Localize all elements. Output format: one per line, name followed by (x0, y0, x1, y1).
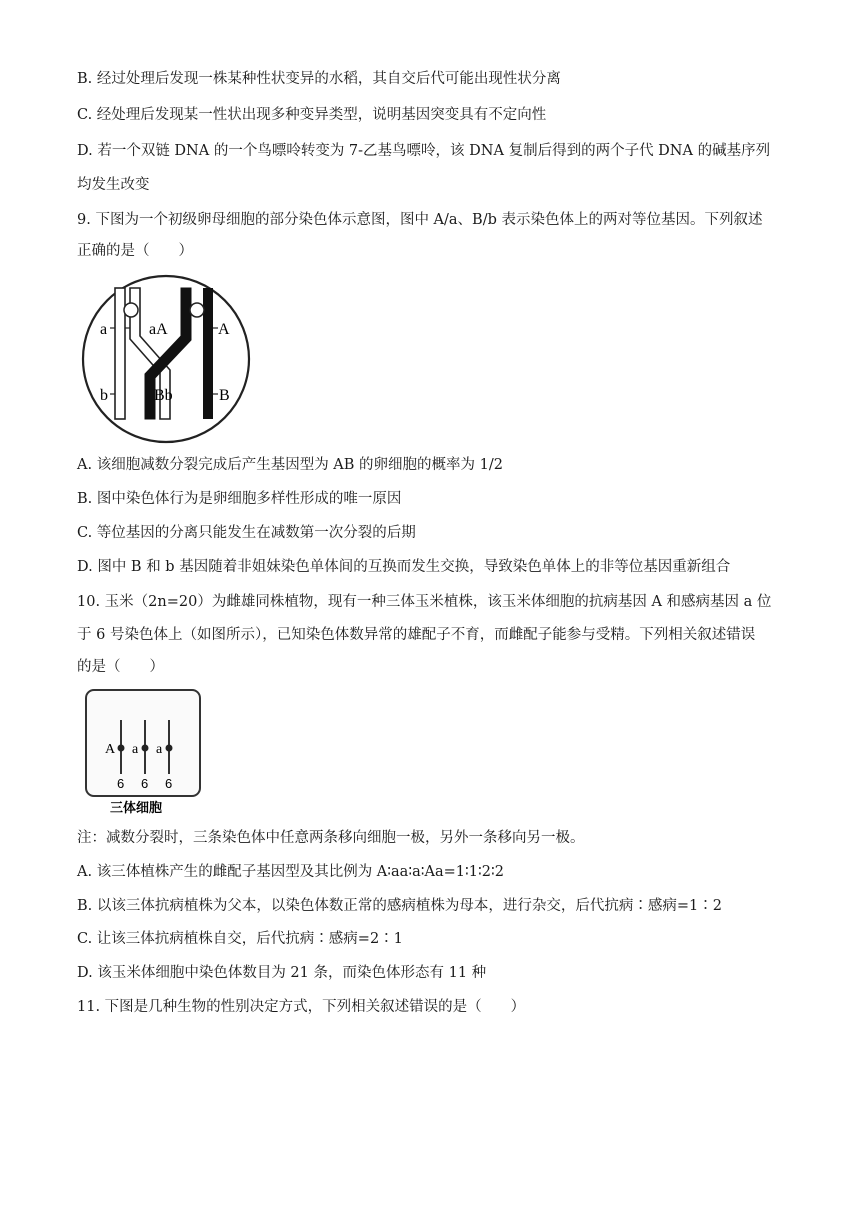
gene-label-B-right: B (219, 387, 230, 404)
figure-caption: 三体细胞 (110, 801, 163, 816)
q10-stem-line3: 的是（ ） (77, 659, 164, 675)
q8-option-d-line2: 均发生改变 (77, 177, 150, 193)
q9-stem-line2: 正确的是（ ） (77, 243, 193, 259)
gene-label-A: A (105, 742, 116, 757)
q9-option-c: C. 等位基因的分离只能发生在减数第一次分裂的后期 (77, 525, 416, 541)
gene-locus-2 (142, 745, 149, 752)
q9-option-b: B. 图中染色体行为是卵细胞多样性形成的唯一原因 (77, 491, 402, 507)
q10-note: 注：减数分裂时，三条染色体中任意两条移向细胞一极，另外一条移向另一极。 (77, 830, 585, 846)
gene-label-a1: a (132, 742, 139, 757)
centromere-left (124, 303, 138, 317)
q10-option-a: A. 该三体植株产生的雌配子基因型及其比例为 A∶aa∶a∶Aa=1∶1∶2∶2 (77, 864, 505, 880)
q9-option-d: D. 图中 B 和 b 基因随着非姐妹染色单体间的互换而发生交换，导致染色单体上的非等位基因重新组合 (77, 559, 731, 575)
q10-trisomy-figure (80, 686, 214, 818)
q11-stem: 11. 下图是几种生物的性别决定方式，下列相关叙述错误的是（ ） (77, 999, 526, 1015)
q9-option-a: A. 该细胞减数分裂完成后产生基因型为 AB 的卵细胞的概率为 1/2 (77, 457, 503, 473)
gene-locus-3 (166, 745, 173, 752)
chromatid-right-outer (203, 288, 213, 419)
chromosome-number-1: 6 (117, 776, 125, 791)
gene-label-b-left: b (100, 387, 108, 404)
gene-label-Bb-mid: Bb (154, 387, 173, 404)
q10-option-b: B. 以该三体抗病植株为父本，以染色体数正常的感病植株为母本，进行杂交，后代抗病∶感病=1∶2 (77, 898, 722, 914)
chromosome-number-3: 6 (165, 776, 173, 791)
q10-stem-line1: 10. 玉米（2n=20）为雌雄同株植物，现有一种三体玉米植株，该玉米体细胞的抗病基因 A 和感病基因 a 位 (77, 594, 772, 610)
gene-label-A-right: A (218, 321, 230, 338)
chromosome-number-2: 6 (141, 776, 149, 791)
q10-option-c: C. 让该三体抗病植株自交，后代抗病∶感病=2∶1 (77, 931, 403, 947)
q10-option-d: D. 该玉米体细胞中染色体数目为 21 条，而染色体形态有 11 种 (77, 965, 487, 981)
chromatid-left-outer (115, 288, 125, 419)
gene-label-a-left: a (100, 321, 108, 338)
q9-chromosome-figure (78, 270, 258, 446)
q9-stem-line1: 9. 下图为一个初级卵母细胞的部分染色体示意图，图中 A/a、B/b 表示染色体上的两对等位基因。下列叙述 (77, 212, 763, 228)
q8-option-d-line1: D. 若一个双链 DNA 的一个鸟嘌呤转变为 7-乙基鸟嘌呤，该 DNA 复制后得到的两个子代 DNA 的碱基序列 (77, 143, 771, 159)
gene-label-a2: a (156, 742, 163, 757)
centromere-right (190, 303, 204, 317)
gene-label-aA-mid: aA (149, 321, 168, 338)
gene-locus-1 (118, 745, 125, 752)
q8-option-b: B. 经过处理后发现一株某种性状变异的水稻，其自交后代可能出现性状分离 (77, 71, 561, 87)
q10-stem-line2: 于 6 号染色体上（如图所示），已知染色体数异常的雄配子不育，而雌配子能参与受精。下列相关叙述错误 (77, 627, 756, 643)
q8-option-c: C. 经处理后发现某一性状出现多种变异类型，说明基因突变具有不定向性 (77, 107, 547, 123)
